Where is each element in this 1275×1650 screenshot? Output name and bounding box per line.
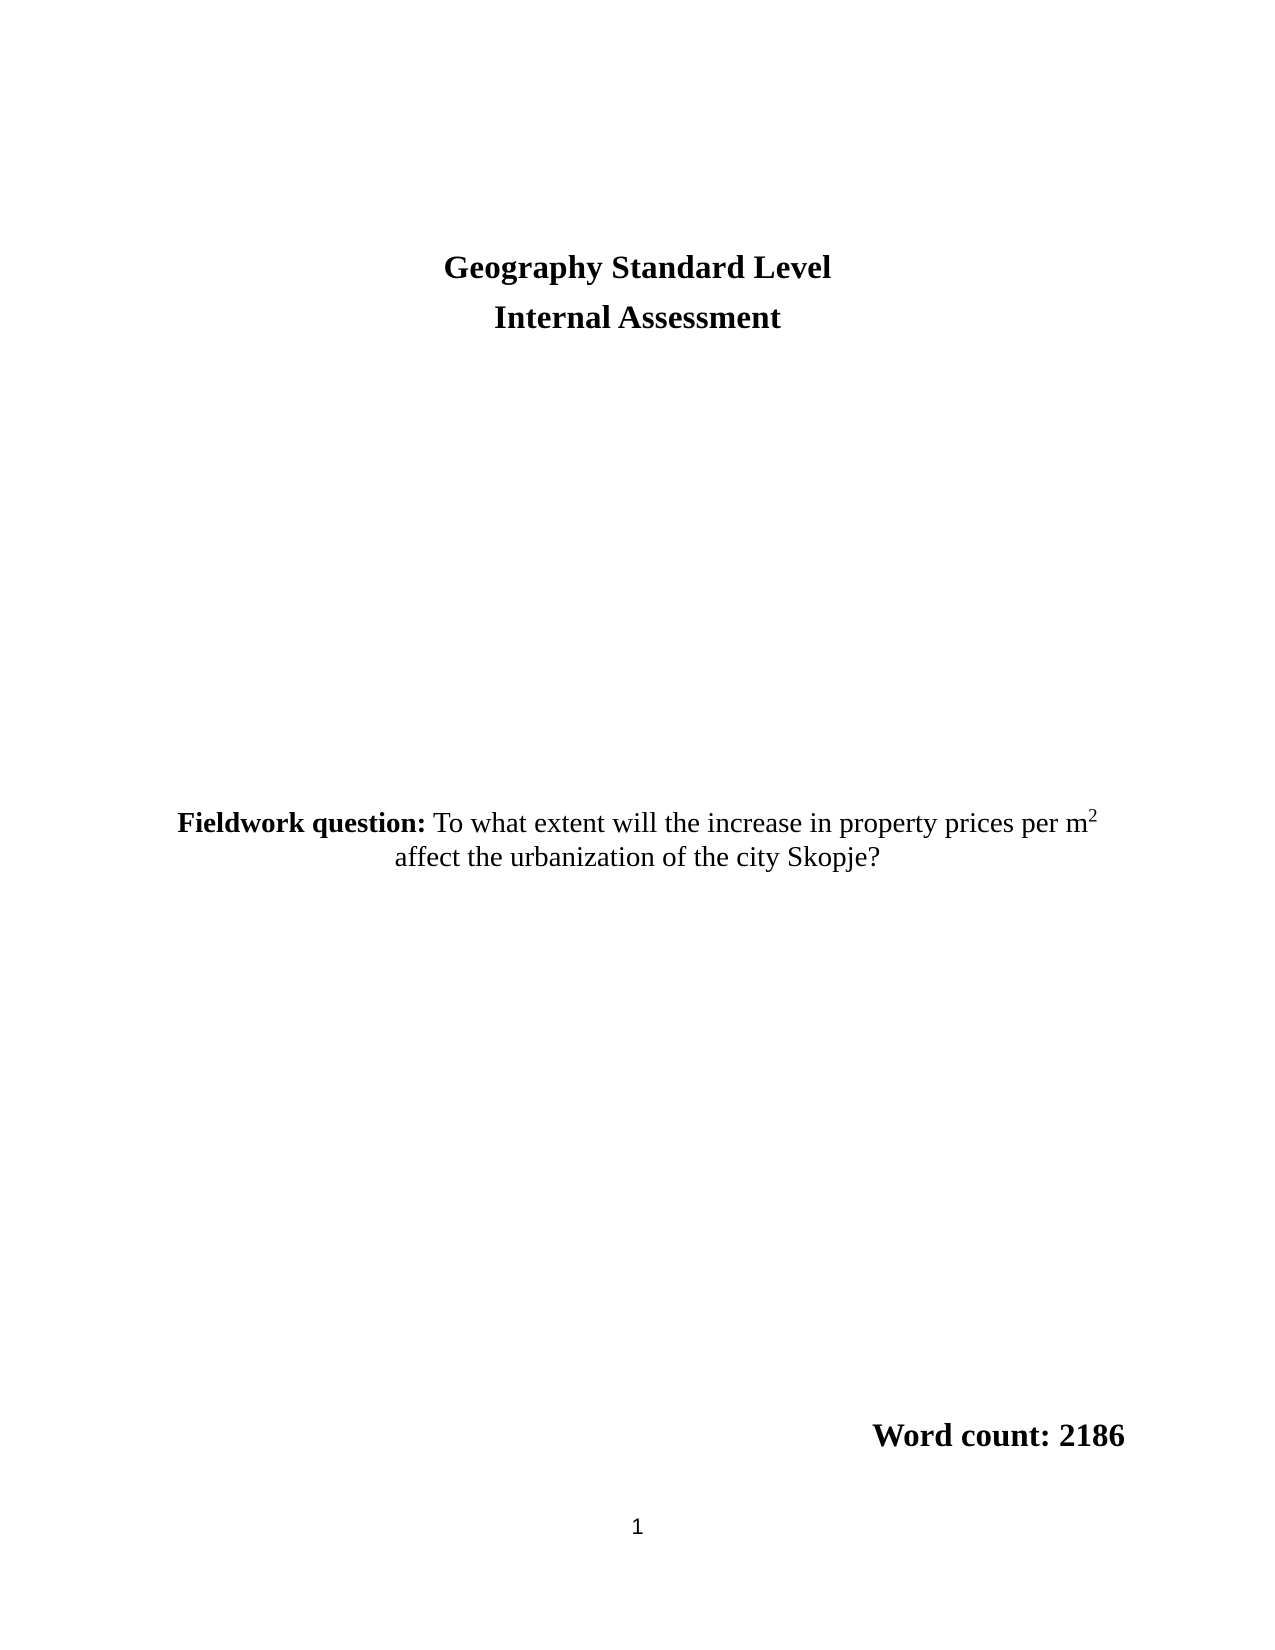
title-line-2: Internal Assessment xyxy=(493,300,782,336)
fieldwork-question-line-2: affect the urbanization of the city Skopje? xyxy=(394,841,881,873)
fieldwork-question-label: Fieldwork question: xyxy=(177,807,427,839)
page-number: 1 xyxy=(631,1514,644,1539)
title-line-1: Geography Standard Level xyxy=(443,250,832,286)
document-title xyxy=(0,243,1275,343)
word-count: Word count: 2186 xyxy=(871,1418,1125,1454)
fieldwork-question xyxy=(0,806,1275,874)
fieldwork-question-line-1: To what extent will the increase in property prices per m xyxy=(433,807,1089,839)
superscript-2: 2 xyxy=(1088,805,1098,827)
